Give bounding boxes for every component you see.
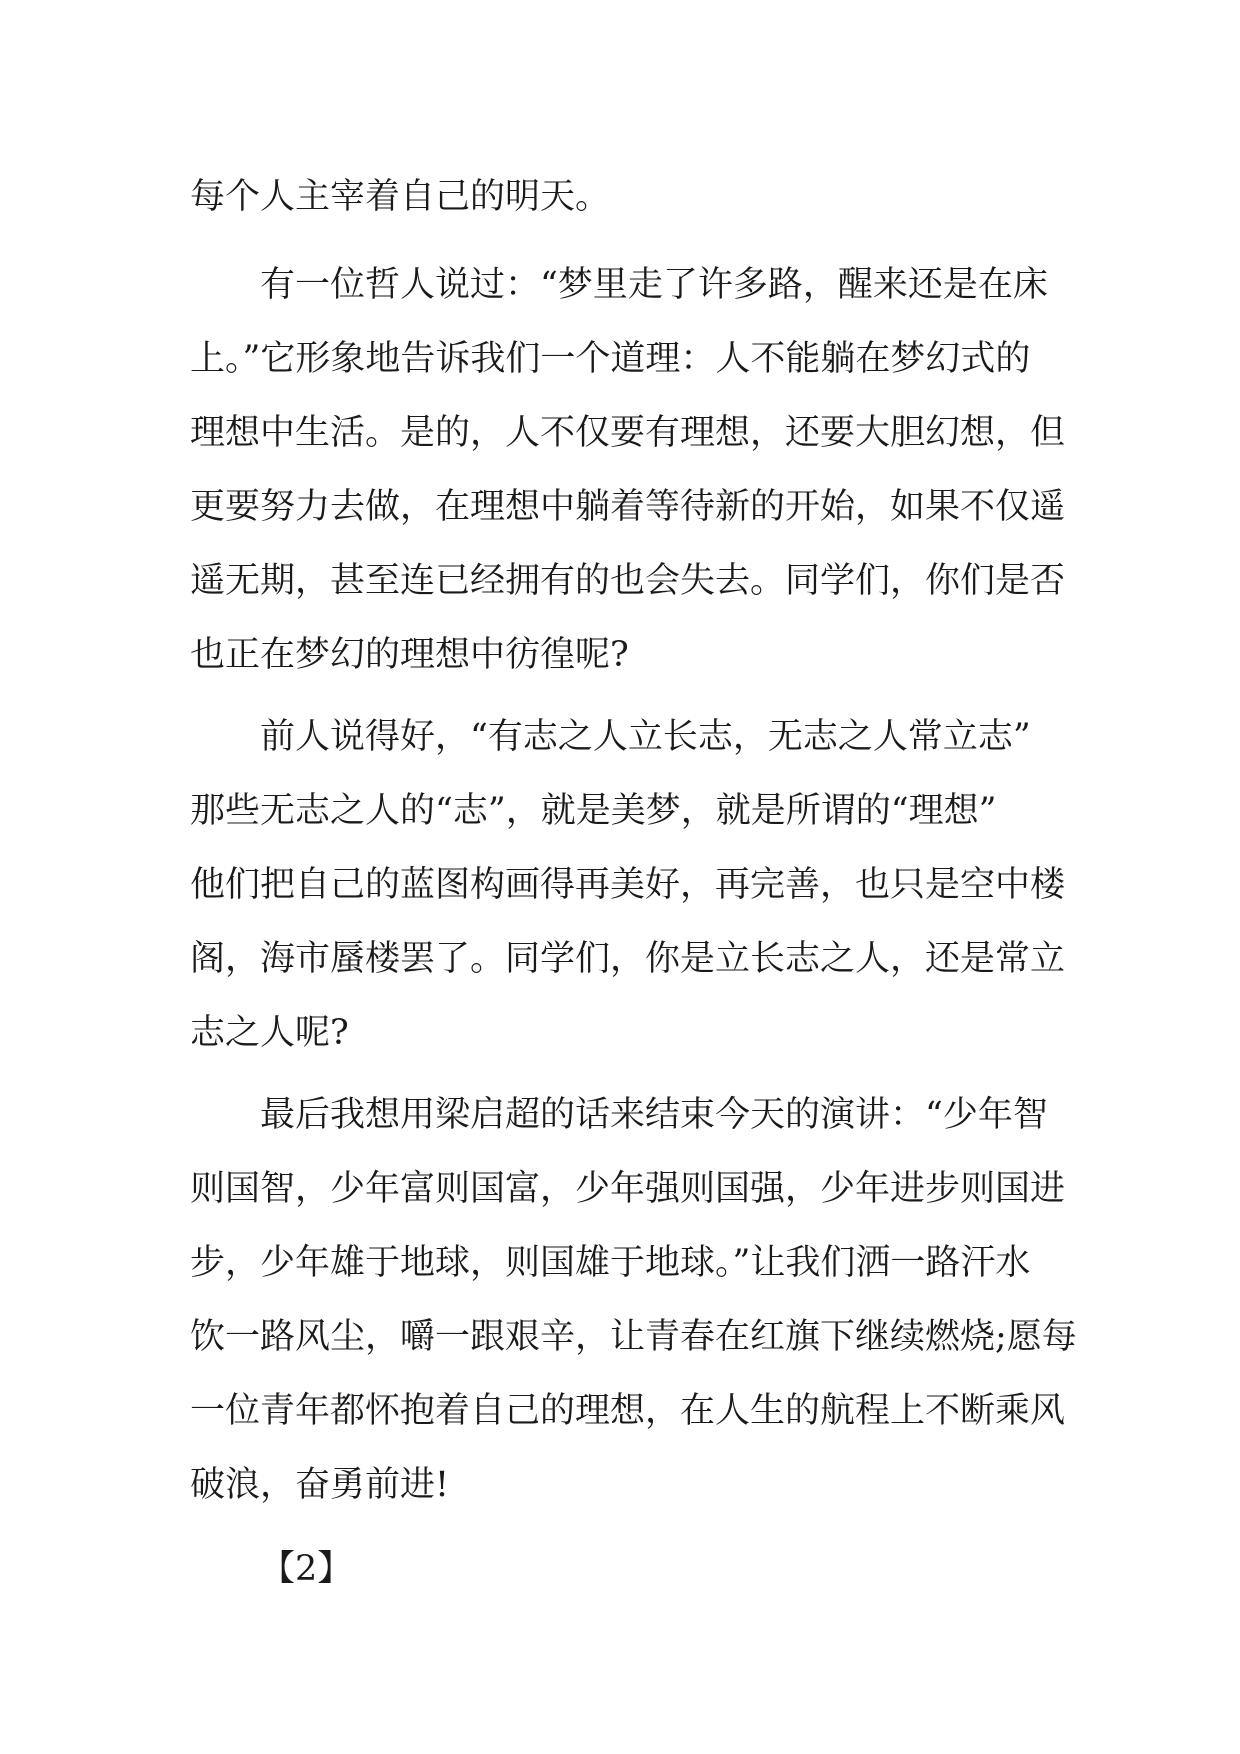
paragraph-1-line-5: 也正在梦幻的理想中彷徨呢? [190,635,629,675]
paragraph-gap [190,1070,1070,1078]
paragraph-gap [190,234,1070,248]
paragraph-1-line-1: 上。”它形象地告诉我们一个道理：人不能躺在梦幻式的 [190,339,1031,379]
paragraph-1-line-0: 有一位哲人说过：“梦里走了许多路，醒来还是在床 [260,265,1048,305]
paragraph-0-line-0: 每个人主宰着自己的明天。 [190,177,611,217]
paragraph-2-line-0: 前人说得好，“有志之人立长志，无志之人常立志” [260,717,1031,757]
paragraph-gap [190,1522,1070,1532]
paragraph-1-line-4: 遥无期，甚至连已经拥有的也会失去。同学们，你们是否 [190,561,1066,601]
paragraph-3-line-1: 则国智，少年富则国富，少年强则国强，少年进步则国进 [190,1169,1066,1209]
paragraph-1-line-3: 更要努力去做，在理想中躺着等待新的开始，如果不仅遥 [190,487,1066,527]
paragraph-2-line-2: 他们把自己的蓝图构画得再美好，再完善，也只是空中楼 [190,865,1066,905]
document-body [190,160,1077,1606]
paragraph-2-line-3: 阁，海市蜃楼罢了。同学们，你是立长志之人，还是常立 [190,939,1066,979]
paragraph-gap [190,692,1070,700]
paragraph-2-line-4: 志之人呢? [190,1013,349,1053]
paragraph-3-line-2: 步，少年雄于地球，则国雄于地球。”让我们洒一路汗水 [190,1243,1031,1283]
paragraph-3-line-0: 最后我想用梁启超的话来结束今天的演讲：“少年智 [260,1095,1048,1135]
paragraph-3-line-4: 一位青年都怀抱着自己的理想，在人生的航程上不断乘风 [190,1391,1066,1431]
paragraph-3-line-5: 破浪，奋勇前进! [190,1465,450,1505]
section-marker: 【2】 [260,1549,353,1589]
paragraph-3-line-3: 饮一路风尘，嚼一跟艰辛，让青春在红旗下继续燃烧;愿每 [190,1317,1077,1357]
paragraph-1-line-2: 理想中生活。是的，人不仅要有理想，还要大胆幻想，但 [190,413,1066,453]
paragraph-2-line-1: 那些无志之人的“志”，就是美梦，就是所谓的“理想” [190,791,997,831]
